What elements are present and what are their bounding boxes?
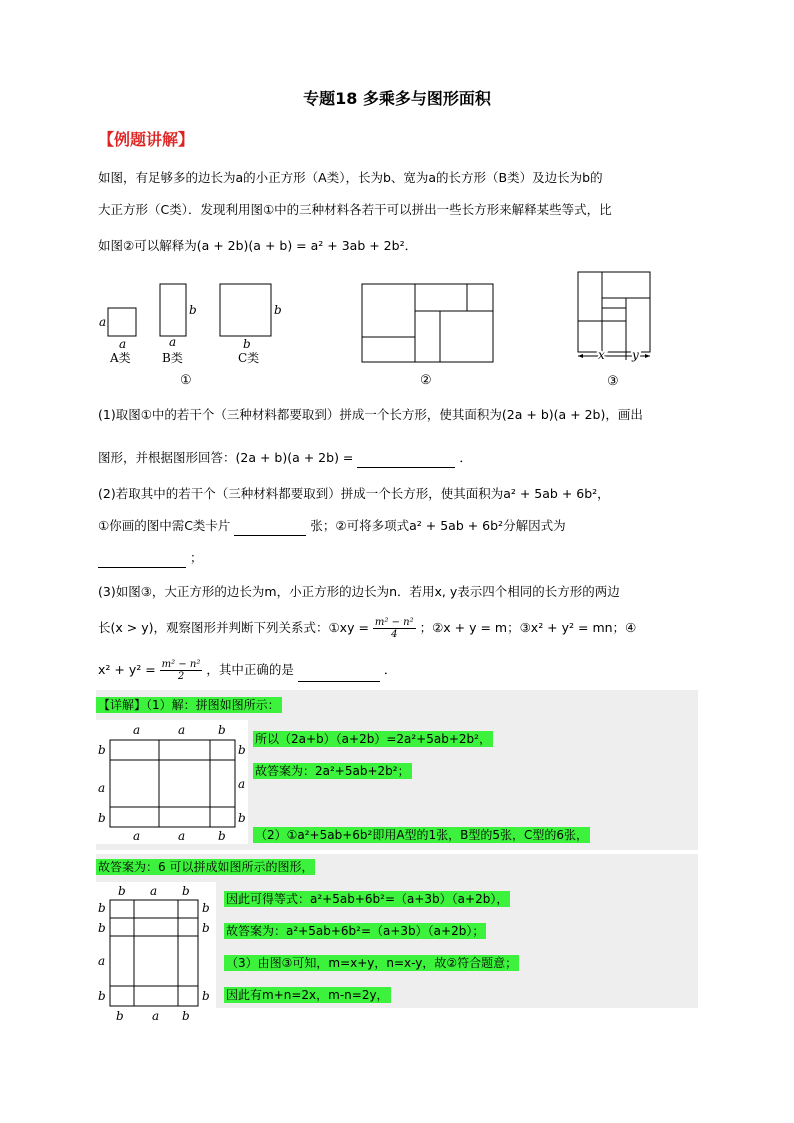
solution-header: 【详解】（1）解：拼图如图所示： (98, 698, 280, 712)
q3-line-3-end: ． (383, 662, 397, 677)
label-y: y (632, 348, 639, 362)
q1-line-2-prefix: 图形，并根据图形回答：(2a + b)(a + 2b) = (98, 450, 354, 465)
rect-b (160, 284, 186, 336)
q1-line-1: (1)取图①中的若干个（三种材料都要取到）拼成一个长方形，使其面积为(2a + b)(a + 2b)，画出 (98, 407, 643, 422)
q3-frac1-denominator: 4 (391, 629, 398, 640)
label-c-side: b (274, 303, 282, 317)
q3-line-3-prefix: x² + y² = (98, 662, 156, 677)
s1-bottom-a2: a (178, 829, 186, 843)
s2-top-b2: b (182, 884, 190, 898)
q1-line-2-suffix: ． (459, 450, 472, 465)
s2-left-b2: b (98, 921, 106, 935)
label-c-bottom: b (243, 337, 251, 351)
square-a (108, 308, 136, 336)
s2-right-b3: b (202, 989, 210, 1003)
intro-line-3: 如图②可以解释为(a + 2b)(a + b) = a² + 3ab + 2b²． (98, 238, 418, 253)
label-b-bottom: a (169, 335, 177, 349)
label-b-side: b (189, 303, 197, 317)
s2-left-a: a (98, 954, 106, 968)
q1-answer-blank[interactable] (357, 453, 455, 468)
q3-line-2 (98, 617, 636, 640)
s2-left-b3: b (98, 989, 106, 1003)
solution-s7: （3）由图③可知，m=x+y，n=x-y，故②符合题意； (226, 956, 518, 970)
label-a-side: a (99, 315, 107, 329)
label-B-class: B类 (162, 351, 183, 365)
s1-top-b: b (218, 723, 226, 737)
solution-s4: 故答案为：6 可以拼成如图所示的图形， (98, 860, 314, 874)
intro-line-2: 大正方形（C类）．发现利用图①中的三种材料各若干可以拼出一些长方形来解释某些等式，比 (98, 202, 612, 217)
s1-right-b1: b (238, 743, 246, 757)
s1-left-b2: b (98, 811, 106, 825)
solution-s1: 所以（2a+b）（a+2b）=2a²+5ab+2b²， (255, 732, 491, 746)
q3-fraction-2 (160, 659, 203, 682)
solution-s5: 因此可得等式：a²+5ab+6b²=（a+3b）（a+2b）， (226, 892, 509, 906)
figure-1 (96, 280, 296, 390)
q2-line-1: (2)若取其中的若干个（三种材料都要取到）拼成一个长方形，使其面积为a² + 5ab + 6b²， (98, 486, 610, 501)
s1-top-a1: a (133, 723, 141, 737)
page-title: 专题18 多乘多与图形面积 (303, 89, 491, 108)
solution-s3: （2）①a²+5ab+6b²即用A型的1张，B型的5张，C型的6张， (255, 828, 589, 842)
q3-answer-blank[interactable] (298, 667, 380, 682)
s2-right-b1: b (202, 901, 210, 915)
solution-s6: 故答案为：a²+5ab+6b²=（a+3b）（a+2b）； (226, 924, 485, 938)
caption-1: ① (180, 373, 192, 388)
label-x: x (598, 348, 605, 362)
caption-2: ② (420, 373, 432, 388)
s1-left-b1: b (98, 743, 106, 757)
q3-line-2-prefix: 长(x > y)，观察图形并判断下列关系式：①xy = (98, 620, 369, 635)
intro-line-1: 如图，有足够多的边长为a的小正方形（A类），长为b、宽为a的长方形（B类）及边长为b的 (98, 170, 603, 185)
label-a-bottom: a (119, 337, 127, 351)
q1-line-2 (98, 448, 472, 468)
q3-fraction-1 (373, 617, 416, 640)
s2-top-b1: b (118, 884, 126, 898)
q3-line-3-suffix: ，其中正确的是 (206, 662, 294, 677)
solution-figure-2 (96, 882, 216, 1024)
section-heading: 【例题讲解】 (98, 130, 195, 149)
solution-figure-1 (96, 720, 248, 844)
q2-count-blank[interactable] (234, 521, 306, 536)
s2-left-b1: b (98, 901, 106, 915)
s1-right-a: a (238, 777, 246, 791)
q3-frac2-numerator: m² − n² (161, 659, 201, 670)
s1-left-a: a (98, 781, 106, 795)
q3-line-3 (98, 659, 396, 682)
solution-s8: 因此有m+n=2x，m-n=2y， (226, 988, 389, 1002)
caption-3: ③ (607, 374, 619, 389)
q2-line-2-prefix: ①你画的图中需C类卡片 (98, 518, 231, 533)
s2-bottom-a: a (152, 1009, 160, 1023)
figure-2 (358, 280, 498, 390)
s2-bottom-b1: b (116, 1009, 124, 1023)
solution-s2: 故答案为：2a²+5ab+2b²； (255, 764, 410, 778)
q2-line-2 (98, 516, 566, 536)
q3-frac2-denominator: 2 (177, 671, 185, 682)
s2-right-b2: b (202, 921, 210, 935)
q3-frac1-numerator: m² − n² (374, 617, 414, 628)
square-c (220, 284, 271, 336)
label-A-class: A类 (110, 351, 131, 365)
q2-line-3 (98, 548, 203, 568)
q2-line-2-mid: 张；②可将多项式a² + 5ab + 6b²分解因式为 (310, 518, 566, 533)
s1-right-b2: b (238, 811, 246, 825)
figure-3 (572, 268, 658, 390)
s1-bottom-b: b (218, 829, 226, 843)
q3-line-2-rest: ；②x + y = m；③x² + y² = mn；④ (419, 620, 637, 635)
s1-top-a2: a (178, 723, 186, 737)
s1-bottom-a1: a (133, 829, 141, 843)
q3-line-1: (3)如图③，大正方形的边长为m，小正方形的边长为n．若用x, y表示四个相同的长方形的两边 (98, 584, 620, 599)
s2-top-a: a (150, 884, 158, 898)
label-C-class: C类 (238, 351, 260, 365)
q2-factor-blank[interactable] (98, 553, 186, 568)
q2-line-3-suffix: ； (189, 550, 203, 565)
s2-bottom-b2: b (182, 1009, 190, 1023)
